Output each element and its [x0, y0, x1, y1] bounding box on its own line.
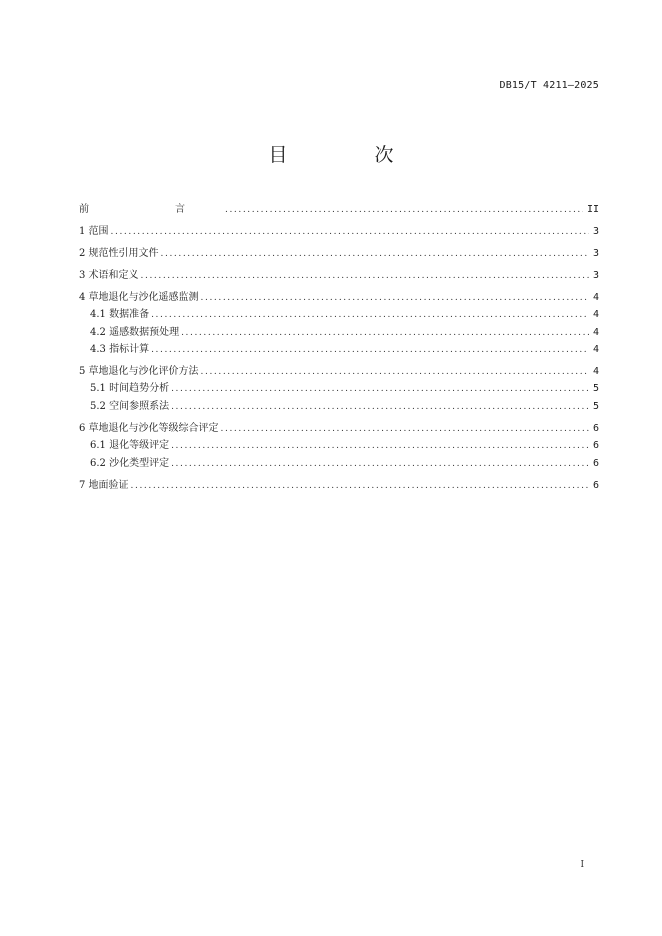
toc-entry-label: 5 草地退化与沙化评价方法 [79, 366, 199, 378]
toc-entry-label: 6.1 退化等级评定 [90, 440, 170, 452]
toc-entry-page: II [586, 204, 599, 215]
toc-entry-label: 4.2 遥感数据预处理 [90, 326, 180, 338]
toc-entry[interactable] [79, 223, 599, 240]
toc-dot-leader [201, 290, 589, 307]
toc-entry-label: 3 术语和定义 [79, 269, 139, 281]
page-number: I [580, 860, 584, 870]
toc-dot-leader [151, 307, 589, 324]
toc-dot-leader [171, 381, 589, 398]
toc-entry[interactable] [79, 289, 599, 306]
toc-entry-label: 4 草地退化与沙化遥感监测 [79, 291, 199, 303]
toc-subentry[interactable] [79, 341, 599, 358]
toc-entry-label: 5.1 时间趋势分析 [90, 383, 170, 395]
toc-dot-leader [181, 325, 589, 342]
toc-dot-leader [171, 456, 589, 473]
toc-dot-leader [131, 478, 589, 495]
toc-entry-label: 1 范围 [79, 225, 109, 237]
toc-entry-page: 6 [592, 479, 599, 491]
toc-entry-label: 5.2 空间参照系法 [90, 400, 170, 412]
toc-entry-label: 前 言 [79, 204, 223, 215]
toc-dot-leader [201, 364, 589, 381]
toc-dot-leader [151, 342, 589, 359]
toc-dot-leader [225, 202, 583, 219]
toc-entry-label: 2 规范性引用文件 [79, 247, 159, 259]
toc-dot-leader [221, 421, 589, 438]
toc-entry-label: 6 草地退化与沙化等级综合评定 [79, 422, 219, 434]
document-code: DB15/T 4211—2025 [499, 80, 599, 91]
toc-entry[interactable] [79, 363, 599, 380]
toc-entry[interactable] [79, 477, 599, 494]
toc-entry-page: 4 [592, 344, 599, 356]
toc-entry-page: 6 [592, 457, 599, 469]
toc-entry-label: 6.2 沙化类型评定 [90, 457, 170, 469]
toc-dot-leader [171, 438, 589, 455]
toc-entry-label: 4.3 指标计算 [90, 344, 150, 356]
page-title: 目 次 [268, 144, 428, 166]
toc-entry-page: 4 [592, 309, 599, 321]
toc-entry-page: 3 [592, 225, 599, 237]
toc-subentry[interactable] [79, 324, 599, 341]
toc-entry-page: 6 [592, 422, 599, 434]
toc-subentry[interactable] [79, 398, 599, 415]
toc-subentry[interactable] [79, 380, 599, 397]
toc-entry-page: 4 [592, 291, 599, 303]
toc-entry-page: 4 [592, 366, 599, 378]
toc-entry[interactable] [79, 245, 599, 262]
table-of-contents [79, 201, 599, 494]
toc-subentry[interactable] [79, 455, 599, 472]
toc-subentry[interactable] [79, 306, 599, 323]
toc-dot-leader [161, 246, 589, 263]
toc-subentry[interactable] [79, 437, 599, 454]
toc-entry-label: 7 地面验证 [79, 479, 129, 491]
toc-entry-page: 6 [592, 440, 599, 452]
toc-entry-page: 3 [592, 269, 599, 281]
toc-dot-leader [111, 224, 589, 241]
toc-entry-page: 4 [592, 326, 599, 338]
toc-entry-page: 3 [592, 247, 599, 259]
toc-entry-page: 5 [592, 383, 599, 395]
toc-entry[interactable] [79, 420, 599, 437]
toc-dot-leader [141, 268, 589, 285]
toc-entry-page: 5 [592, 400, 599, 412]
toc-entry-label: 4.1 数据准备 [90, 309, 150, 321]
toc-entry-foreword[interactable] [79, 201, 599, 218]
toc-entry[interactable] [79, 267, 599, 284]
toc-dot-leader [171, 399, 589, 416]
